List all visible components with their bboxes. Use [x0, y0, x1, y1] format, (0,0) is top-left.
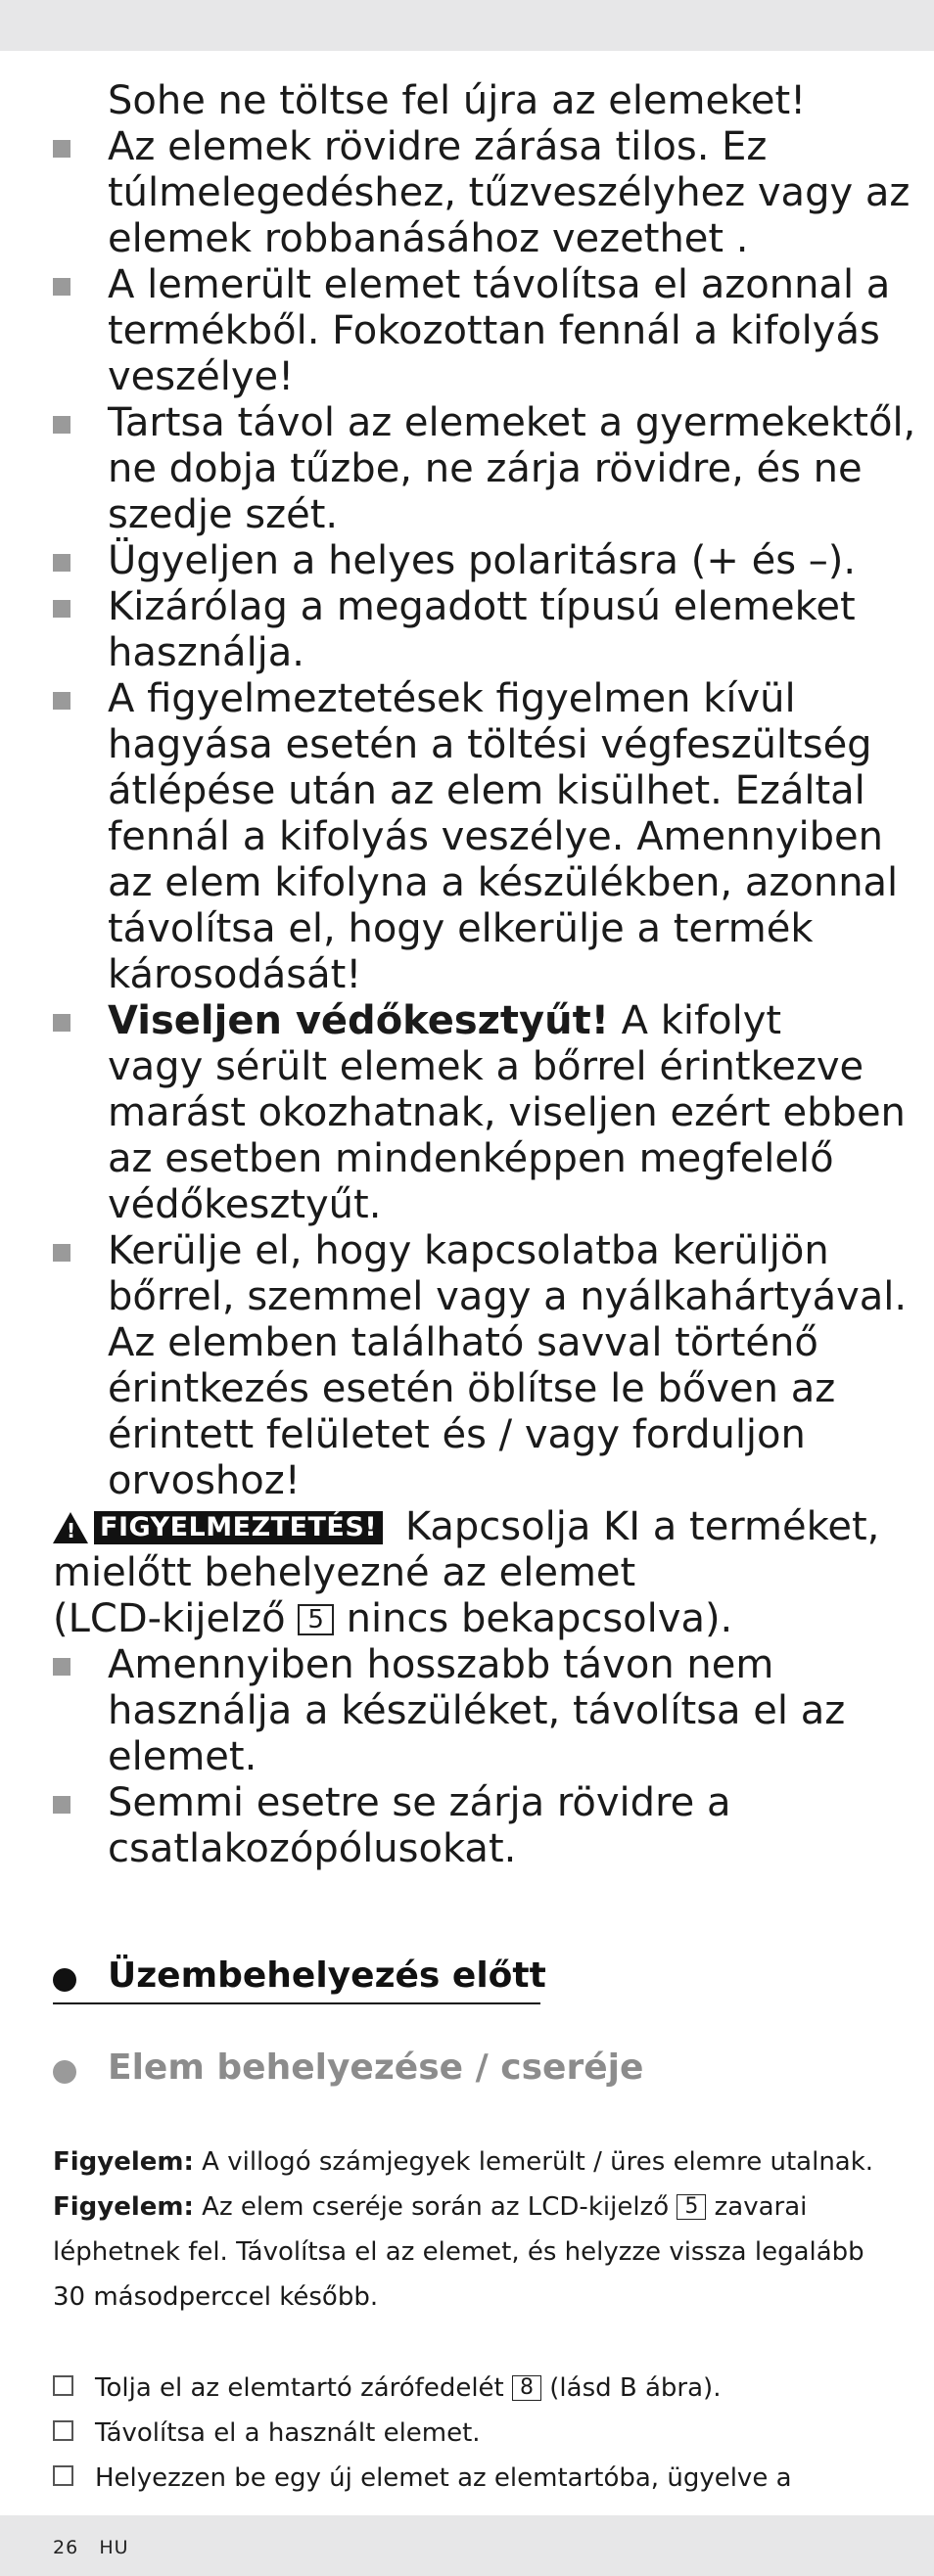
- list-item-text: károsodását!: [108, 952, 362, 997]
- checkbox-icon: [53, 2375, 73, 2396]
- list-item-text: vagy sérült elemek a bőrrel érintkezve: [108, 1044, 864, 1089]
- bullet-dot-icon: [53, 1968, 76, 1992]
- list-item-text: elemet.: [108, 1734, 257, 1779]
- heading-underline: [53, 2002, 540, 2004]
- warning-block: [53, 1504, 895, 1642]
- list-item-text: csatlakozópólusokat.: [108, 1826, 517, 1871]
- warning-text: mielőtt behelyezné az elemet: [53, 1550, 636, 1595]
- list-item-text: A kifolyt: [608, 998, 782, 1043]
- warning-triangle-icon: !: [53, 1512, 88, 1543]
- list-item-text: érintett felületet és / vagy forduljon: [108, 1412, 806, 1457]
- list-item-text: bőrrel, szemmel vagy a nyálkahártyával.: [108, 1274, 908, 1319]
- section-heading-battery-replacement: [53, 2047, 643, 2088]
- list-item-text: veszélye!: [108, 354, 295, 399]
- step-item: [53, 2411, 895, 2456]
- ref-number-lcd: 5: [298, 1604, 334, 1635]
- list-item-text: Tartsa távol az elemeket a gyermekektől,: [108, 400, 916, 445]
- list-item-text: az elem kifolyna a készülékben, azonnal: [108, 860, 899, 905]
- list-item-text: használja a készüléket, távolítsa el az: [108, 1688, 846, 1733]
- ref-number-lcd: 5: [677, 2194, 706, 2220]
- list-item-text: ne dobja tűzbe, ne zárja rövidre, és ne: [108, 446, 863, 491]
- bullet-square-icon: [53, 416, 70, 434]
- warning-label: FIGYELMEZTETÉS!: [94, 1511, 383, 1544]
- battery-warning-list: [53, 78, 916, 1872]
- list-item-text: védőkesztyűt.: [108, 1182, 382, 1227]
- list-item-text: Az elemben található savval történő: [108, 1320, 818, 1365]
- bullet-square-icon: [53, 278, 70, 296]
- checkbox-icon: [53, 2465, 73, 2486]
- bullet-square-icon: [53, 1796, 70, 1814]
- language-code: HU: [99, 2537, 129, 2558]
- page-number: 26: [53, 2537, 79, 2558]
- list-item: [53, 676, 899, 998]
- list-item-text: A figyelmeztetések figyelmen kívül: [108, 676, 796, 721]
- note-text: léphetnek fel. Távolítsa el az elemet, és helyzze vissza legalább: [53, 2237, 864, 2267]
- bullet-square-icon: [53, 1244, 70, 1262]
- bullet-dot-icon: [53, 2060, 76, 2084]
- notes-block: [53, 2139, 895, 2320]
- bullet-square-icon: [53, 1014, 70, 1032]
- list-item-text: elemek robbanásához vezethet .: [108, 216, 749, 261]
- step-text: Tolja el az elemtartó zárófedelét: [95, 2373, 513, 2403]
- note-label: Figyelem:: [53, 2192, 194, 2222]
- list-item-text: hagyása esetén a töltési végfeszültség: [108, 722, 872, 767]
- list-item: [53, 262, 895, 400]
- list-item-text: A lemerült elemet távolítsa el azonnal a: [108, 262, 891, 307]
- step-text: Távolítsa el a használt elemet.: [95, 2418, 481, 2448]
- list-item-text: termékből. Fokozottan fennál a kifolyás: [108, 308, 880, 353]
- list-item-text: Az elemek rövidre zárása tilos. Ez: [108, 124, 768, 169]
- checkbox-icon: [53, 2420, 73, 2441]
- list-item-text: átlépése után az elem kisülhet. Ezáltal: [108, 768, 865, 813]
- list-item-text: használja.: [108, 630, 305, 675]
- list-item-text: orvoshoz!: [108, 1458, 301, 1503]
- steps-list: [53, 2366, 895, 2501]
- list-item-text: Kerülje el, hogy kapcsolatba kerüljön: [108, 1228, 829, 1273]
- list-item: [53, 584, 895, 676]
- list-item: [53, 998, 906, 1228]
- list-item-text: Amennyiben hosszabb távon nem: [108, 1642, 774, 1687]
- section-heading-before-use: [53, 1955, 546, 1996]
- ref-number-cover: 8: [512, 2375, 541, 2401]
- list-item: [53, 1228, 908, 1504]
- page-footer: [0, 2515, 934, 2576]
- list-item-text: fennál a kifolyás veszélye. Amennyiben: [108, 814, 883, 859]
- list-item: [53, 1642, 895, 1780]
- section-title: Üzembehelyezés előtt: [108, 1955, 546, 1996]
- note-text: 30 másodperccel később.: [53, 2282, 379, 2312]
- note-label: Figyelem:: [53, 2147, 194, 2177]
- list-item-text: távolítsa el, hogy elkerülje a termék: [108, 906, 814, 951]
- list-item: [53, 400, 916, 538]
- top-bar: [0, 0, 934, 51]
- bullet-square-icon: [53, 600, 70, 618]
- list-item: [53, 78, 895, 124]
- list-item-text: az esetben mindenképpen megfelelő: [108, 1136, 834, 1181]
- list-item: [53, 1780, 895, 1872]
- warning-text: Kapcsolja KI a terméket,: [393, 1504, 880, 1549]
- bullet-square-icon: [53, 554, 70, 572]
- warning-text: (LCD-kijelző: [53, 1596, 299, 1641]
- list-item-text: túlmelegedéshez, tűzveszélyhez vagy az: [108, 170, 911, 215]
- step-item: [53, 2366, 895, 2411]
- list-item-text: marást okozhatnak, viseljen ezért ebben: [108, 1090, 906, 1135]
- list-item-text: Kizárólag a megadott típusú elemeket: [108, 584, 856, 629]
- step-text: Helyezzen be egy új elemet az elemtartóba, ügyelve a: [95, 2463, 792, 2493]
- list-item-text: szedje szét.: [108, 492, 339, 537]
- gloves-warning-bold: Viseljen védőkesztyűt!: [108, 998, 609, 1043]
- list-item-text: Sohe ne töltse fel újra az elemeket!: [108, 78, 807, 123]
- note-text: A villogó számjegyek lemerült / üres elemre utalnak.: [193, 2147, 874, 2177]
- bullet-square-icon: [53, 692, 70, 710]
- note-text: Az elem cseréje során az LCD-kijelző: [193, 2192, 677, 2222]
- list-item: [53, 538, 895, 584]
- bullet-square-icon: [53, 140, 70, 158]
- step-item: [53, 2456, 895, 2501]
- list-item-text: érintkezés esetén öblítse le bőven az: [108, 1366, 836, 1411]
- list-item-text: Ügyeljen a helyes polaritásra (+ és –).: [108, 538, 857, 583]
- step-text: (lásd B ábra).: [541, 2373, 722, 2403]
- section-title: Elem behelyezése / cseréje: [108, 2047, 644, 2088]
- list-item-text: Semmi esetre se zárja rövidre a: [108, 1780, 731, 1825]
- note-text: zavarai: [706, 2192, 808, 2222]
- bullet-square-icon: [53, 1658, 70, 1676]
- list-item: [53, 124, 911, 262]
- warning-text: nincs bekapcsolva).: [333, 1596, 733, 1641]
